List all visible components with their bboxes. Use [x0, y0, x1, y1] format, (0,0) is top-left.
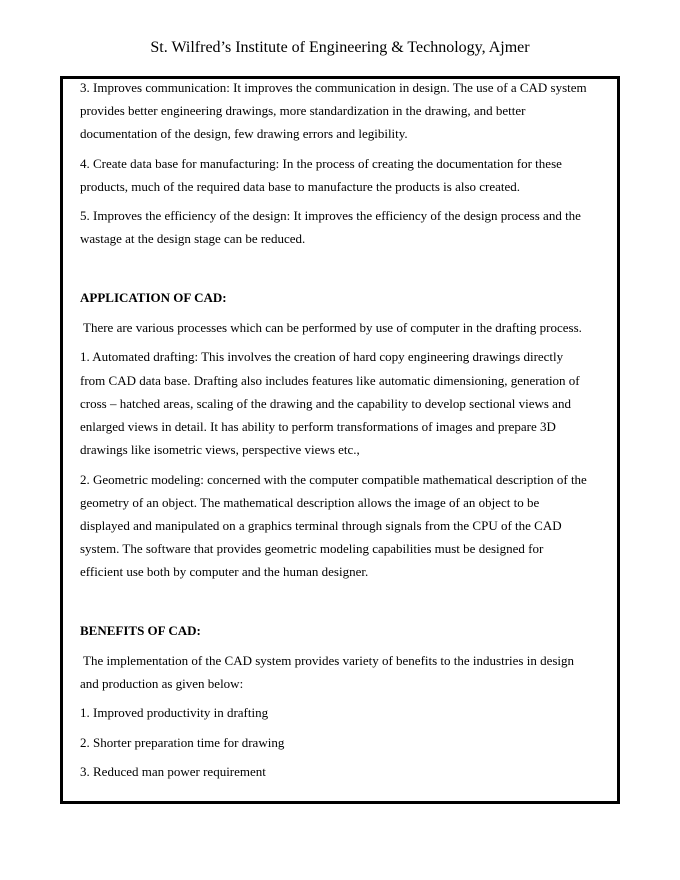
text-line: 4. Create data base for manufacturing: In the process of creating the documentation for these [80, 156, 562, 171]
text-line: drawings like isometric views, perspective views etc., [80, 442, 360, 457]
text-line: 1. Improved productivity in drafting [80, 705, 269, 720]
text-line: The implementation of the CAD system provides variety of benefits to the industries in design [80, 653, 575, 668]
text-line: products, much of the required data base to manufacture the products is also created. [80, 179, 521, 194]
text-line: provides better engineering drawings, more standardization in the drawing, and better [80, 103, 526, 118]
text-line: 2. Geometric modeling: concerned with the computer compatible mathematical description of the [80, 472, 587, 487]
text-line: wastage at the design stage can be reduced. [80, 231, 306, 246]
heading-application-of-cad: APPLICATION OF CAD: [80, 290, 227, 305]
text-line: system. The software that provides geometric modeling capabilities must be designed for [80, 541, 544, 556]
text-line: There are various processes which can be performed by use of computer in the drafting process. [80, 320, 582, 335]
text-line: from CAD data base. Drafting also includes features like automatic dimensioning, generation of [80, 373, 580, 388]
text-line: geometry of an object. The mathematical description allows the image of an object to be [80, 495, 540, 510]
text-line: cross – hatched areas, scaling of the drawing and the capability to develop sectional views and [80, 396, 571, 411]
page-header: St. Wilfred’s Institute of Engineering & Technology, Ajmer [150, 39, 530, 56]
text-line: 3. Reduced man power requirement [80, 764, 266, 779]
text-line: 1. Automated drafting: This involves the creation of hard copy engineering drawings directly [80, 349, 564, 364]
text-line: 3. Improves communication: It improves the communication in design. The use of a CAD system [80, 80, 587, 95]
text-line: displayed and manipulated on a graphics terminal through signals from the CPU of the CAD [80, 518, 562, 533]
text-line: and production as given below: [80, 676, 244, 691]
text-line: efficient use both by computer and the human designer. [80, 564, 369, 579]
text-line: enlarged views in detail. It has ability to perform transformations of images and prepare 3D [80, 419, 556, 434]
text-line: 2. Shorter preparation time for drawing [80, 735, 285, 750]
text-line: documentation of the design, few drawing errors and legibility. [80, 126, 408, 141]
text-line: 5. Improves the efficiency of the design: It improves the efficiency of the design process and the [80, 208, 581, 223]
heading-benefits-of-cad: BENEFITS OF CAD: [80, 623, 201, 638]
